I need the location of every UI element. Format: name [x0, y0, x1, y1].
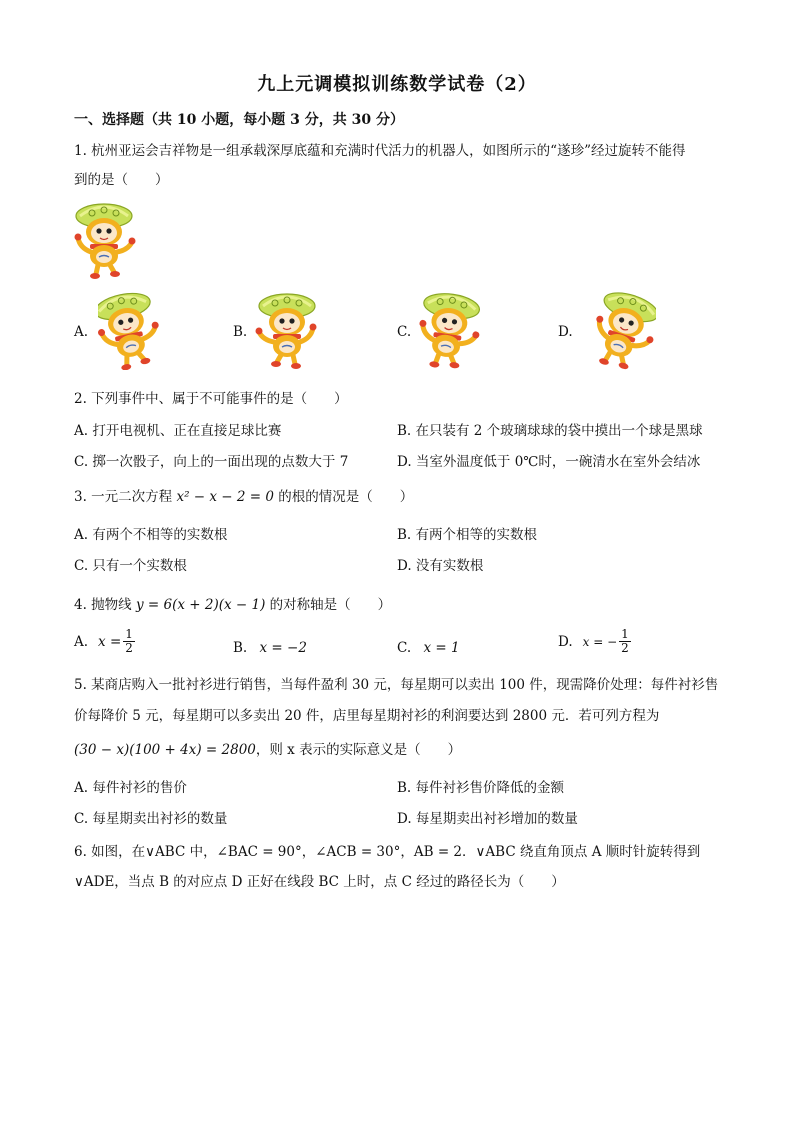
q4-stem-pre: 4. 抛物线 — [74, 597, 136, 613]
q4-option-c-value: x = 1 — [423, 640, 460, 656]
q5-option-c: C. 每星期卖出衬衫的数量 — [74, 811, 228, 827]
q4-option-a-fraction — [123, 628, 135, 655]
q3-stem-pre: 3. 一元二次方程 — [74, 489, 177, 505]
q2-option-d: D. 当室外温度低于 0℃时，一碗清水在室外会结冰 — [397, 454, 701, 470]
q3-option-c: C. 只有一个实数根 — [74, 558, 187, 574]
q2-stem: 2. 下列事件中、属于不可能事件的是（ ） — [74, 391, 348, 407]
q1-option-c-image — [418, 292, 480, 370]
q1-option-a-image — [98, 292, 160, 370]
q1-option-d-label: D. — [558, 324, 573, 340]
q4-equation: y = 6(x + 2)(x − 1) — [135, 597, 266, 613]
q5-line1: 5. 某商店购入一批衬衫进行销售，当每件盈利 30 元，每星期可以卖出 100 件，现需降价处理：每件衬衫售 — [74, 677, 719, 693]
page-title: 九上元调模拟训练数学试卷（2） — [257, 74, 537, 95]
q4-option-d-lhs: x = − — [582, 634, 618, 649]
q1-line1: 1. 杭州亚运会吉祥物是一组承载深厚底蕴和充满时代活力的机器人，如图所示的“遂珍”经过旋转不能得 — [74, 143, 686, 159]
q4-option-b — [233, 638, 307, 658]
q3-option-a: A. 有两个不相等的实数根 — [74, 527, 228, 543]
q5-option-b: B. 每件衬衫售价降低的金额 — [397, 780, 565, 796]
q1-option-b-image — [255, 292, 317, 370]
q3-option-d: D. 没有实数根 — [397, 558, 484, 574]
q4-option-d-label: D. — [558, 633, 573, 650]
q4-option-d-fraction — [619, 628, 631, 655]
q2-option-c: C. 掷一次骰子，向上的一面出现的点数大于 7 — [74, 454, 349, 470]
q5-line3 — [74, 740, 461, 760]
q1-option-c-label: C. — [397, 324, 412, 340]
q4-option-c-label: C. — [397, 640, 412, 656]
q5-option-a: A. 每件衬衫的售价 — [74, 780, 187, 796]
q4-stem-post: 的对称轴是（ ） — [265, 597, 392, 613]
q3-option-b: B. 有两个相等的实数根 — [397, 527, 538, 543]
q4-option-d — [558, 628, 633, 655]
q2-option-a: A. 打开电视机、正在直接足球比赛 — [74, 423, 282, 439]
q4-option-a-lhs: x = — [98, 633, 122, 650]
fraction-numerator: 1 — [125, 627, 133, 641]
q1-option-d-image — [592, 292, 656, 370]
q4-option-c — [397, 638, 460, 658]
section-heading: 一、选择题（共 10 小题，每小题 3 分，共 30 分） — [74, 112, 404, 128]
q4-stem — [74, 595, 391, 615]
q5-equation: (30 − x)(100 + 4x) = 2800 — [74, 742, 256, 758]
q3-stem-post: 的根的情况是（ ） — [273, 489, 414, 505]
q6-line1: 6. 如图，在∨ABC 中，∠BAC = 90°，∠ACB = 30°，AB = 2．∨ABC 绕直角顶点 A 顺时针旋转得到 — [74, 844, 701, 860]
fraction-numerator: 1 — [621, 627, 629, 641]
q1-option-b-label: B. — [233, 324, 248, 340]
q5-line2: 价每降价 5 元，每星期可以多卖出 20 件，店里每星期衬衫的利润要达到 2800 元．若可列方程为 — [74, 708, 660, 724]
q5-option-d: D. 每星期卖出衬衫增加的数量 — [397, 811, 578, 827]
q4-option-b-label: B. — [233, 640, 248, 656]
q3-equation: x² − x − 2 = 0 — [176, 489, 274, 505]
q4-option-b-value: x = −2 — [259, 640, 307, 656]
q2-option-b: B. 在只装有 2 个玻璃球球的袋中摸出一个球是黑球 — [397, 423, 703, 439]
q4-option-a-label: A. — [74, 633, 89, 650]
q3-stem — [74, 487, 413, 507]
q4-option-a — [74, 628, 137, 655]
mascot-image-original — [74, 202, 136, 280]
q6-line2: ∨ADE，当点 B 的对应点 D 正好在线段 BC 上时，点 C 经过的路径长为（ ） — [74, 874, 565, 890]
fraction-denominator: 2 — [621, 641, 629, 655]
q1-option-a-label: A. — [74, 324, 89, 340]
q1-line2: 到的是（ ） — [74, 172, 169, 188]
fraction-denominator: 2 — [125, 641, 133, 655]
q5-line3-post: ，则 x 表示的实际意义是（ ） — [255, 742, 462, 758]
